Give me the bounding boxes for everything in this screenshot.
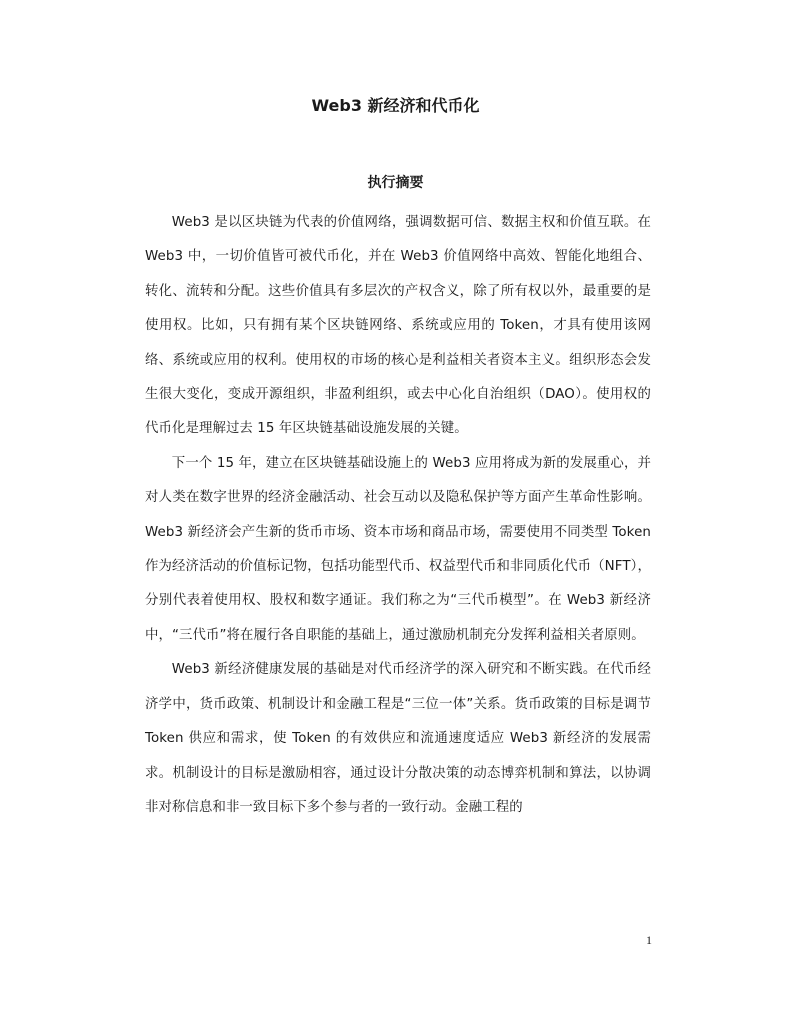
- page-number: 1: [646, 933, 652, 947]
- paragraph-3: Web3 新经济健康发展的基础是对代币经济学的深入研究和不断实践。在代币经济学中，货币政策、机制设计和金融工程是“三位一体”关系。货币政策的目标是调节 Token 供应和需求，使 Token 的有效供应和流通速度适应 Web3 新经济的发展需求。机制设计的目标是激励相容，通过设计分散决策的动态博弈机制和算法，以协调非对称信息和非一致目标下多个参与者的一致行动。金融工程的: [145, 662, 651, 815]
- paragraph-1: Web3 是以区块链为代表的价值网络，强调数据可信、数据主权和价值互联。在 Web3 中，一切价值皆可被代币化，并在 Web3 价值网络中高效、智能化地组合、转化、流转和分配。这些价值具有多层次的产权含义，除了所有权以外，最重要的是使用权。比如，只有拥有某个区块链网络、系统或应用的 Token，才具有使用该网络、系统或应用的权利。使用权的市场的核心是利益相关者资本主义。组织形态会发生很大变化，变成开源组织，非盈利组织，或去中心化自治组织（DAO）。使用权的代币化是理解过去 15 年区块链基础设施发展的关键。: [145, 215, 651, 437]
- document-body: [145, 206, 651, 825]
- document-title: Web3 新经济和代币化: [311, 96, 480, 115]
- section-heading-executive-summary: 执行摘要: [367, 175, 424, 191]
- paragraph-2: 下一个 15 年，建立在区块链基础设施上的 Web3 应用将成为新的发展重心，并对人类在数字世界的经济金融活动、社会互动以及隐私保护等方面产生革命性影响。Web3 新经济会产生新的货币市场、资本市场和商品市场，需要使用不同类型 Token 作为经济活动的价值标记物，包括功能型代币、权益型代币和非同质化代币（NFT），分别代表着使用权、股权和数字通证。我们称之为“三代币模型”。在 Web3 新经济中，“三代币”将在履行各自职能的基础上，通过激励机制充分发挥利益相关者原则。: [145, 455, 651, 643]
